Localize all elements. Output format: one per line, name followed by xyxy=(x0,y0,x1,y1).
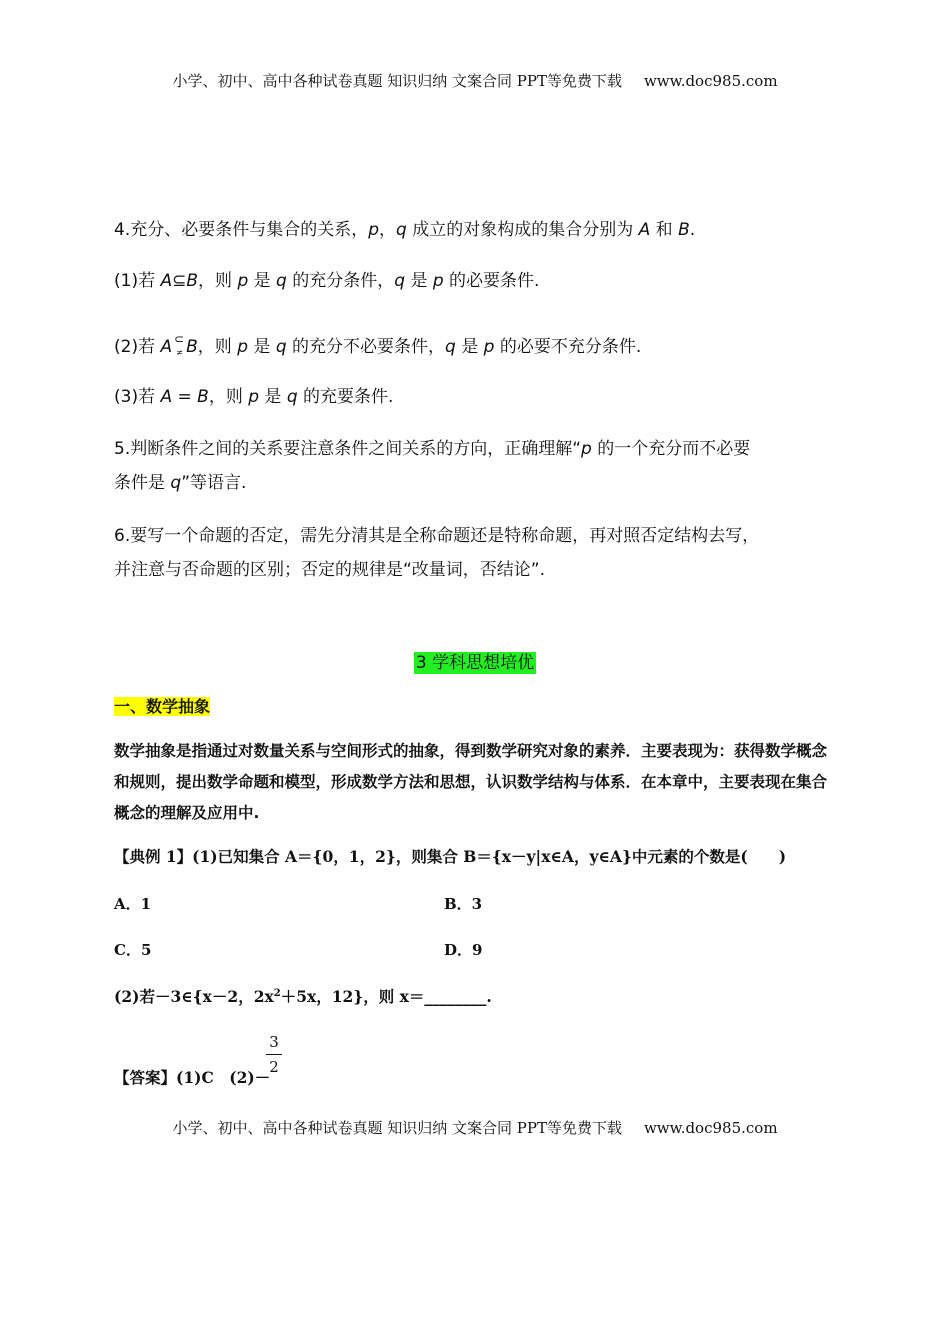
section-title-text: 3 学科思想培优 xyxy=(415,653,535,673)
text: 的必要不充分条件. xyxy=(494,337,642,357)
relation: A = B xyxy=(160,387,209,407)
var-q: q xyxy=(286,387,298,407)
var-p: p xyxy=(248,387,260,407)
var-B: B xyxy=(678,220,690,240)
var-B: B xyxy=(186,337,198,357)
text: 的必要条件. xyxy=(443,271,540,291)
text: 的一个充分而不必要 xyxy=(591,439,751,459)
example-question-1: 【典例 1】(1)已知集合 A＝{0，1，2}，则集合 B＝{x－y|x∈A，y∈A}中元素的个数是( ) xyxy=(114,847,787,866)
text: 和 xyxy=(650,220,679,240)
var-p: p xyxy=(483,337,495,357)
text: (3)若 xyxy=(114,387,161,407)
var-q: q xyxy=(396,220,407,240)
text: ”等语言. xyxy=(181,473,247,493)
page-footer xyxy=(0,1117,950,1138)
text: . xyxy=(689,220,696,240)
text: (2)若－3∈{x－2，2x xyxy=(114,987,274,1006)
fraction-bar xyxy=(266,1054,282,1055)
text: 5.判断条件之间的关系要注意条件之间关系的方向，正确理解“ xyxy=(114,439,582,459)
var-p: p xyxy=(581,439,592,459)
note-item-4 xyxy=(114,213,839,247)
header-site[interactable]: www.doc985.com xyxy=(643,72,778,90)
text: 是 xyxy=(248,271,277,291)
text: 条件是 xyxy=(114,473,171,493)
text: ＋5x，12}，则 x＝________. xyxy=(280,987,492,1006)
text: 是 xyxy=(455,337,484,357)
text: (1)若 xyxy=(114,271,161,291)
text: (2)若 xyxy=(114,337,161,357)
neq-glyph: ≠ xyxy=(176,348,183,357)
option-a[interactable]: A．1 xyxy=(114,895,152,913)
note-item-6 xyxy=(114,519,839,587)
var-q: q xyxy=(170,473,182,493)
note-sub-3 xyxy=(114,380,839,414)
option-d[interactable]: D．9 xyxy=(444,941,483,959)
var-q: q xyxy=(275,337,287,357)
var-p: p xyxy=(432,271,444,291)
answer-fraction xyxy=(266,1032,282,1077)
var-q: q xyxy=(445,337,456,357)
text: 是 xyxy=(248,337,276,357)
superscript: 2 xyxy=(273,987,281,999)
text: ，则 xyxy=(208,387,249,407)
text: 4.充分、必要条件与集合的关系， xyxy=(114,220,369,240)
text: 是 xyxy=(405,271,433,291)
text: ，则 xyxy=(197,337,238,357)
text: ， xyxy=(379,220,397,240)
footer-text: 小学、初中、高中各种试卷真题 知识归纳 文案合同 PPT等免费下载 xyxy=(172,1119,622,1137)
option-b[interactable]: B．3 xyxy=(444,895,483,913)
text: 是 xyxy=(259,387,287,407)
text: 的充分不必要条件， xyxy=(286,337,446,357)
var-A: A xyxy=(638,220,651,240)
fraction-numerator: 3 xyxy=(269,1033,279,1051)
page-header xyxy=(0,70,950,91)
footer-site[interactable]: www.doc985.com xyxy=(643,1119,778,1137)
example-question-2 xyxy=(114,985,839,1007)
var-p: p xyxy=(237,337,248,357)
relation: A⊆B xyxy=(160,271,199,291)
var-q: q xyxy=(276,271,287,291)
proper-subset-symbol xyxy=(172,332,186,357)
option-c[interactable]: C．5 xyxy=(114,941,152,959)
note-item-5 xyxy=(114,432,839,500)
abstraction-body: 数学抽象是指通过对数量关系与空间形式的抽象，得到数学研究对象的素养．主要表现为：获得数学概念和规则，提出数学命题和模型，形成数学方法和思想，认识数学结构与体系．在本章中，主要表现在集合概念的理解及应用中. xyxy=(114,742,828,822)
var-A: A xyxy=(160,337,173,357)
var-q: q xyxy=(394,271,406,291)
text: ，则 xyxy=(198,271,238,291)
fraction-denominator: 2 xyxy=(269,1058,279,1076)
note-sub-1 xyxy=(114,264,839,298)
header-text: 小学、初中、高中各种试卷真题 知识归纳 文案合同 PPT等免费下载 xyxy=(172,72,622,90)
answer-line: 【答案】(1)C (2)－ xyxy=(114,1068,271,1087)
text: 成立的对象构成的集合分别为 xyxy=(406,220,639,240)
text: 6.要写一个命题的否定，需先分清其是全称命题还是特称命题，再对照否定结构去写， xyxy=(114,526,760,546)
abstraction-heading xyxy=(114,694,839,717)
text: 并注意与否命题的区别；否定的规律是“改量词，否结论”. xyxy=(114,560,546,580)
var-p: p xyxy=(237,271,249,291)
text: 的充分条件， xyxy=(286,271,395,291)
abstraction-heading-text: 一、数学抽象 xyxy=(114,697,211,716)
var-p: p xyxy=(368,220,380,240)
note-sub-2 xyxy=(114,330,839,364)
section-title xyxy=(0,648,950,673)
subset-glyph: ⊂ xyxy=(174,332,185,346)
text: 的充要条件. xyxy=(297,387,394,407)
